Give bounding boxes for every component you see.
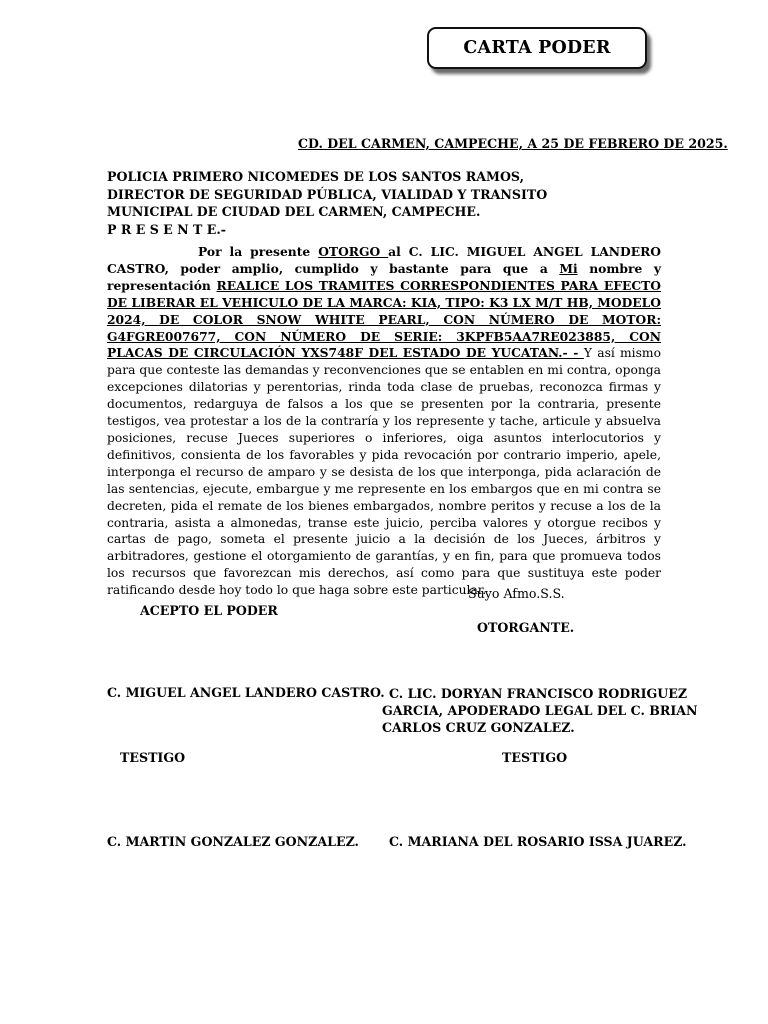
body-otorgo: OTORGO [318, 244, 389, 259]
otorgante-name-block [382, 685, 698, 736]
otorgante-label: OTORGANTE. [477, 620, 575, 635]
place-date: CD. DEL CARMEN, CAMPECHE, A 25 DE FEBRERO DE 2025. [298, 136, 728, 151]
testigo-label-right: TESTIGO [502, 750, 568, 765]
otorgante-name-line-3: CARLOS CRUZ GONZALEZ. [382, 720, 575, 735]
recipient-line-2: DIRECTOR DE SEGURIDAD PÚBLICA, VIALIDAD Y TRANSITO [107, 186, 548, 202]
body-grantee: al C. LIC. MIGUEL ANGEL LANDERO CASTRO, poder amplio, cumplido y bastante para que a [107, 244, 662, 276]
otorgante-name-line-2: GARCIA, APODERADO LEGAL DEL C. BRIAN [382, 703, 698, 718]
body-powers: Y así mismo para que conteste las demandas y reconvenciones que se entablen en mi contra, oponga excepciones dilatorias y perentorias, rinda toda clase de pruebas, reconozca firmas y documentos, redarguya de falsos a los que se presenten por la contraria, presente testigos, vea protestar a los de la contraría y los represente y tache, articule y absuelva posiciones, recuse Jueces superiores o inferiores, oiga asuntos interlocutorios y definitivos, consienta de los favorables y pida revocación por contrario imperio, apele, interponga el recurso de amparo y se desista de los que interponga, pida aclaración de las sentencias, ejecute, embargue y me represente en los embargos que en mi contra se decreten, pida el remate de los bienes embargados, nombre peritos y recuse a los de la contraria, asista a almonedas, transe este juicio, perciba valores y otorgue recibos y cartas de pago, someta el presente juicio a la decisión de los Jueces, árbitros y arbitradores, gestione el otorgamiento de garantías, y en fin, para que promueva todos los recursos que favorezcan mis derechos, así como para que sustituya este poder ratificando desde hoy todo lo que haga sobre este particular. [107, 346, 661, 598]
presente-line: P R E S E N T E.- [107, 221, 227, 237]
recipient-line-1: POLICIA PRIMERO NICOMEDES DE LOS SANTOS RAMOS, [107, 169, 524, 184]
testigo-label-left: TESTIGO [120, 750, 186, 765]
apoderado-name: C. MIGUEL ANGEL LANDERO CASTRO. [107, 685, 385, 700]
witness-name-right: C. MARIANA DEL ROSARIO ISSA JUAREZ. [389, 834, 687, 849]
body-representation: nombre y representación [107, 260, 662, 293]
otorgante-name-line-1: C. LIC. DORYAN FRANCISCO RODRIGUEZ [389, 686, 688, 701]
signoff: Suyo Afmo.S.S. [468, 586, 565, 601]
recipient-line-3: MUNICIPAL DE CIUDAD DEL CARMEN, CAMPECHE. [107, 204, 481, 219]
body-paragraph [107, 244, 661, 599]
document-title: CARTA PODER [427, 27, 647, 69]
witness-name-left: C. MARTIN GONZALEZ GONZALEZ. [107, 834, 359, 849]
body-intro: Por la presente [198, 244, 319, 259]
acepto-label: ACEPTO EL PODER [140, 603, 278, 618]
recipient-block [107, 168, 547, 238]
body-purpose: REALICE LOS TRAMITES CORRESPONDIENTES PARA EFECTO DE LIBERAR EL VEHICULO DE LA MARCA: KIA, TIPO: K3 LX M/T HB, MODELO 2024, DE COLOR SNOW WHITE PEARL, CON NÚMERO DE MOTOR: G4FGRE007677, CON NÚMERO DE SERIE: 3KPFB5AA7RE023885, CON PLACAS DE CIRCULACIÓN YXS748F DEL ESTADO DE YUCATAN.- - [107, 277, 661, 361]
body-mi: Mi [559, 260, 578, 276]
